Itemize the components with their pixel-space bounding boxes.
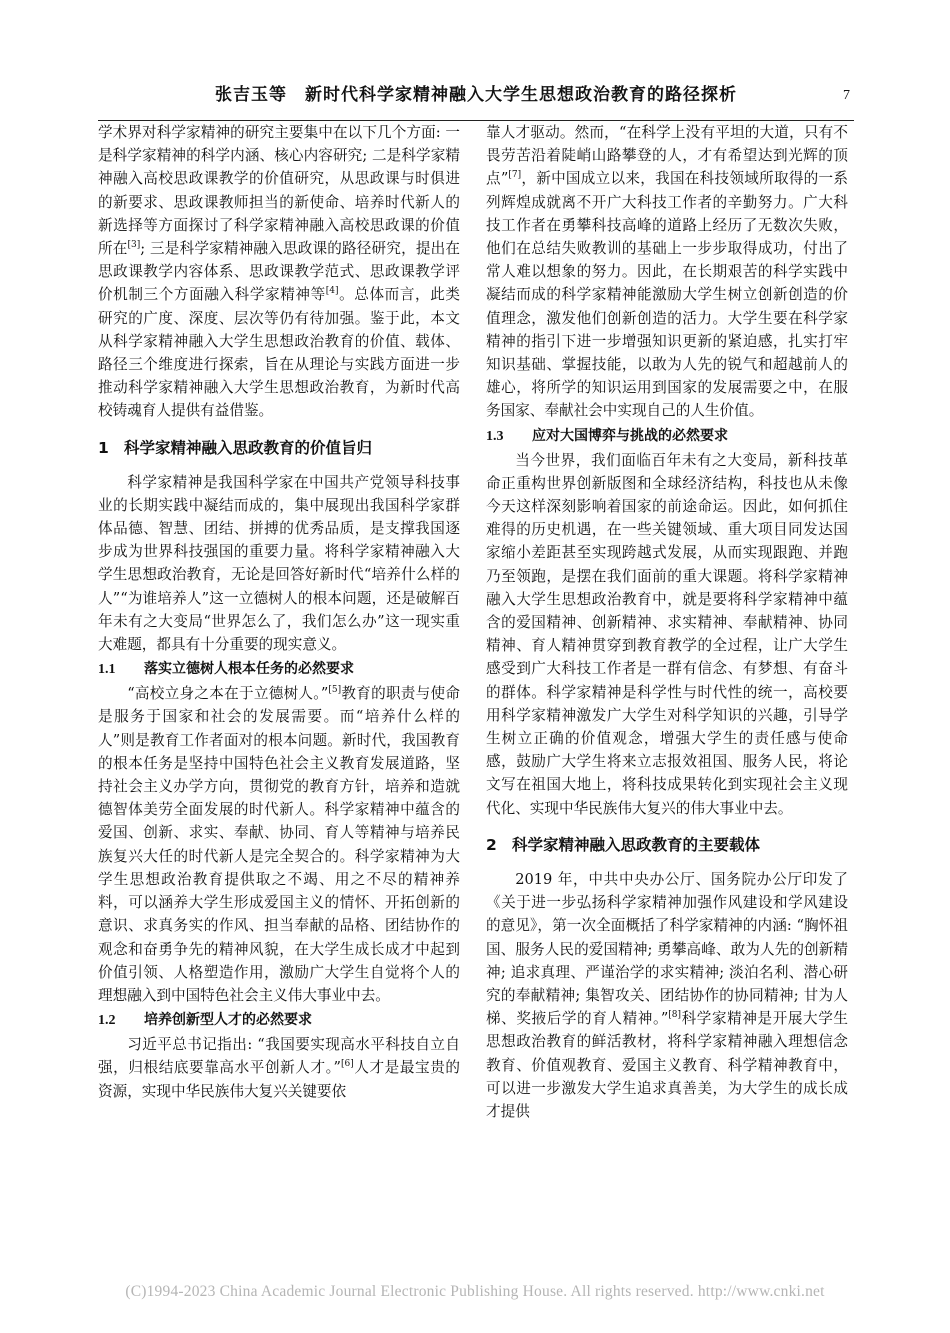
text-run: 人才是最宝贵的资源，实现中华民族伟大复兴关键要依 — [98, 1059, 460, 1100]
text-run: 教育的职责与使命是服务于国家和社会的发展需要。而“培养什么样的人”则是教育工作者面对的根本问题。新时代，我国教育的根本任务是坚持中国特色社会主义教育发展道路，坚持社会主义办学方向，贯彻党的教育方针，培养和造就德智体美劳全面发展的时代新人。科学家精神中蕴含的爱国、创新、求实、奉献、协同、育人等精神与培养民族复兴大任的时代新人是完全契合的。科学家精神为大学生思想政治教育提供取之不竭、用之不尽的精神养料，可以涵养大学生形成爱国主义的情怀、开拓创新的意识、求真务实的作风、担当奉献的品格、团结协作的观念和奋勇争先的精神风貌，在大学生成长成才中起到价值引领、人格塑造作用，激励广大学生自觉将个人的理想融入到中国特色社会主义伟大事业中去。 — [98, 685, 460, 1004]
citation-6[interactable]: [6] — [341, 1059, 354, 1070]
section-1-heading — [98, 437, 460, 459]
section-number: 1.1 — [98, 662, 116, 678]
intro-paragraph — [98, 121, 460, 423]
section-1-3-heading — [486, 425, 848, 448]
page-number: 7 — [843, 88, 850, 103]
running-title: 张吉玉等 新时代科学家精神融入大学生思想政治教育的路径探析 — [215, 85, 737, 105]
text-run: ; 三是科学家精神融入思政课的路径研究，提出在思政课教学内容体系、思政课教学范式、思政课教学评价机制三个方面融入科学家精神等 — [98, 240, 460, 304]
citation-5[interactable]: [5] — [328, 685, 342, 696]
text-run: 靠人才驱动。然而，“在科学上没有平坦的大道，只有不畏劳苦沿着陡峭山路攀登的人，才有希望达到光辉的顶点” — [486, 124, 848, 188]
section-title: 培养创新型人才的必然要求 — [144, 1012, 312, 1029]
left-column — [98, 121, 460, 1301]
text-run: 科学家精神是开展大学生思想政治教育的鲜活教材，将科学家精神融入理想信念教育、价值观教育、爱国主义教育、科学精神教育中，可以进一步激发大学生追求真善美，为大学生的成长成才提供 — [486, 1010, 848, 1120]
section-2-heading — [486, 834, 848, 856]
section-2-paragraph — [486, 868, 848, 1123]
running-header — [98, 82, 854, 121]
copyright-watermark: (C)1994-2023 China Academic Journal Electronic Publishing House. All rights reserved. http://www.cnki.net — [125, 1283, 825, 1300]
section-1-1-heading — [98, 658, 460, 681]
section-number: 2 — [486, 835, 497, 854]
text-run: 学术界对科学家精神的研究主要集中在以下几个方面: 一是科学家精神的科学内涵、核心内容研究; 二是科学家精神融入高校思政课教学的价值研究，从思政课与时俱进的新要求、思政课教师担当的新使命、培养时代新人的新选择等方面探讨了科学家精神融入高校思政课的价值所在 — [98, 124, 460, 258]
citation-4[interactable]: [4] — [325, 286, 339, 297]
section-title: 科学家精神融入思政教育的价值旨归 — [124, 438, 373, 457]
section-title: 应对大国博弈与挑战的必然要求 — [532, 427, 728, 444]
right-column — [486, 121, 848, 1301]
section-1-3-paragraph: 当今世界，我们面临百年未有之大变局，新科技革命正重构世界创新版图和全球经济结构，科技也从未像今天这样深刻影响着国家的前途命运。因此，如何抓住难得的历史机遇，在一些关键领域、重大项目同发达国家缩小差距甚至实现跨越式发展，从而实现跟跑、并跑乃至领跑，是摆在我们面前的重大课题。将科学家精神融入大学生思想政治教育中，就是要将科学家精神中蕴含的爱国精神、创新精神、求实精神、奉献精神、协同精神、育人精神贯穿到教育教学的全过程，让广大学生感受到广大科技工作者是一群有信念、有梦想、有奋斗的群体。科学家精神是科学性与时代性的统一，高校要用科学家精神激发广大学生对科学知识的兴趣，引导学生树立正确的价值观念，增强大学生的责任感与使命感，鼓励广大学生将来立志报效祖国、服务人民，将论文写在祖国大地上，将科技成果转化到实现社会主义现代化、实现中华民族伟大复兴的伟大事业中去。 — [486, 451, 848, 817]
continued-paragraph — [486, 121, 848, 423]
citation-3[interactable]: [3] — [127, 240, 141, 251]
text-run: 。总体而言，此类研究的广度、深度、层次等仍有待加强。鉴于此，本文从科学家精神融入大学生思想政治教育的价值、载体、路径三个维度进行探索，旨在从理论与实践方面进一步推动科学家精神融入大学生思想政治教育，为新时代高校铸魂育人提供有益借鉴。 — [98, 286, 460, 420]
text-run: “高校立身之本在于立德树人。” — [127, 685, 329, 703]
citation-7[interactable]: [7] — [508, 170, 522, 181]
section-title: 科学家精神融入思政教育的主要载体 — [512, 835, 761, 854]
text-run: ，新中国成立以来，我国在科技领域所取得的一系列辉煌成就离不开广大科技工作者的辛勤努力。广大科技工作者在勇攀科技高峰的道路上经历了无数次失败，他们在总结失败教训的基础上一步步取得成功，付出了常人难以想象的努力。因此，在长期艰苦的科学实践中凝结而成的科学家精神能激励大学生树立创新创造的价值理念，激发他们创新创造的活力。大学生要在科学家精神的指引下进一步增强知识更新的紧迫感，扎实打牢知识基础、掌握技能，以敢为人先的锐气和超越前人的雄心，将所学的知识运用到国家的发展需要之中，在服务国家、奉献社会中实现自己的人生价值。 — [486, 170, 848, 420]
section-1-2-paragraph — [98, 1033, 460, 1103]
section-1-1-paragraph — [98, 682, 460, 1007]
section-number: 1 — [98, 438, 109, 457]
text-run: 习近平总书记指出: “我国要实现高水平科技自立自强，归根结底要靠高水平创新人才。” — [98, 1036, 460, 1077]
section-title: 落实立德树人根本任务的必然要求 — [144, 661, 354, 678]
citation-8[interactable]: [8] — [668, 1010, 682, 1021]
text-run: 2019 年，中共中央办公厅、国务院办公厅印发了《关于进一步弘扬科学家精神加强作风建设和学风建设的意见》，第一次全面概括了科学家精神的内涵: “胸怀祖国、服务人民的爱国精神; 勇攀高峰、敢为人先的创新精神; 追求真理、严谨治学的求实精神; 淡泊名利、潜心研究的奉献精神; 集智攻关、团结协作的协同精神; 甘为人梯、奖掖后学的育人精神。” — [486, 870, 848, 1028]
section-1-2-heading — [98, 1009, 460, 1032]
section-number: 1.3 — [486, 428, 504, 444]
section-number: 1.2 — [98, 1013, 116, 1029]
section-1-paragraph: 科学家精神是我国科学家在中国共产党领导科技事业的长期实践中凝结而成的，集中展现出我国科学家群体品德、智慧、团结、拼搏的优秀品质，是支撑我国逐步成为世界科技强国的重要力量。将科学家精神融入大学生思想政治教育，无论是回答好新时代“培养什么样的人”“为谁培养人”这一立德树人的根本问题，还是破解百年未有之大变局“世界怎么了，我们怎么办”这一现实重大难题，都具有十分重要的现实意义。 — [98, 473, 460, 654]
